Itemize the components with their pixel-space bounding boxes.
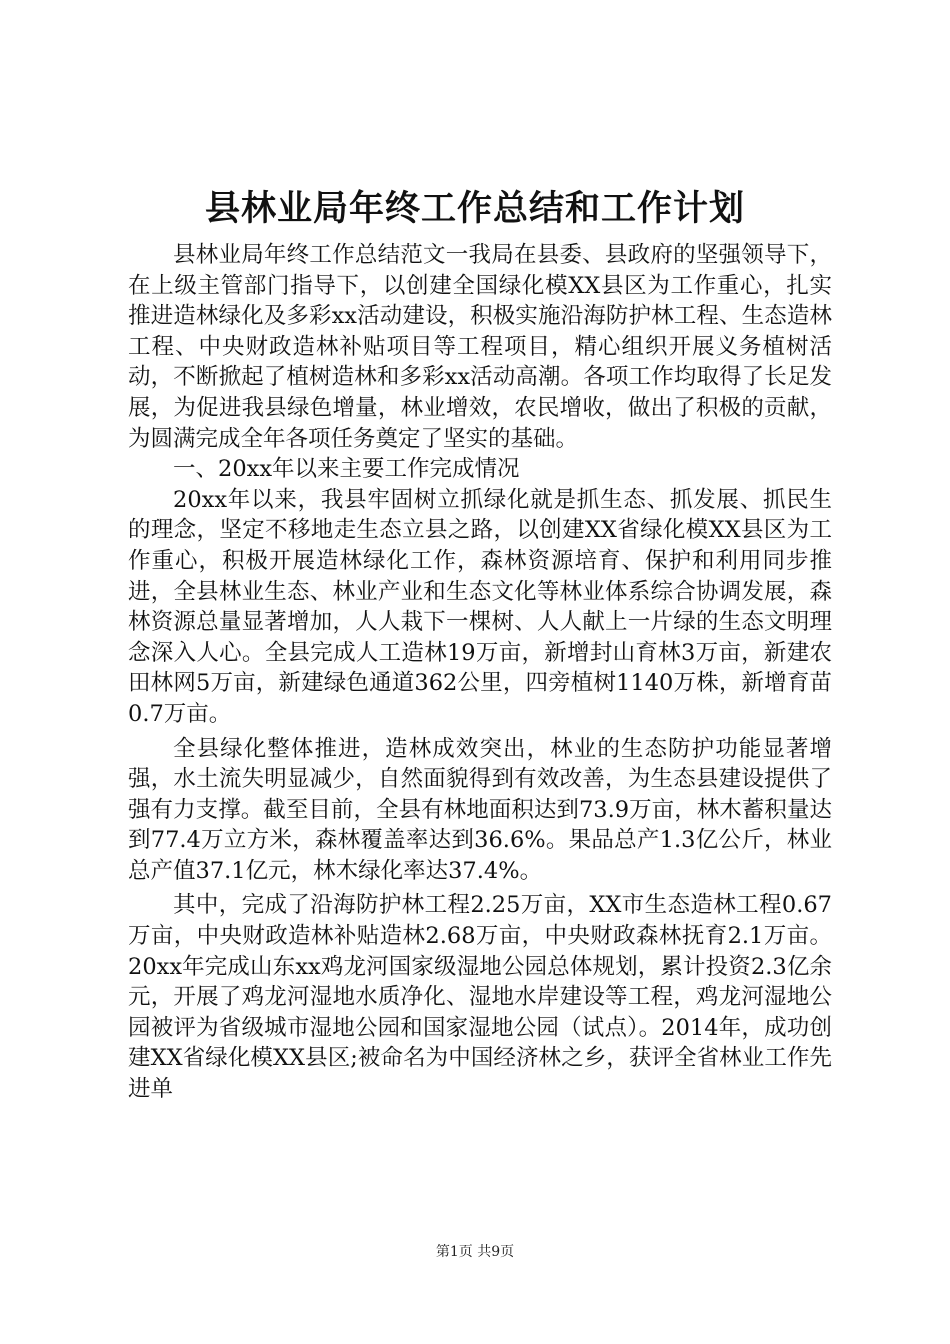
paragraph-greening: 全县绿化整体推进，造林成效突出，林业的生态防护功能显著增强，水土流失明显减少，自然面貌得到有效改善，为生态县建设提供了强有力支撑。截至目前，全县有林地面积达到73.9万亩，林木蓄积量达到77.4万立方米，森林覆盖率达到36.6%。果品总产1.3亿公斤，林业总产值37.1亿元，林木绿化率达37.4%。	[128, 735, 832, 884]
document-title: 县林业局年终工作总结和工作计划	[204, 188, 745, 229]
section-heading-1: 一、20xx年以来主要工作完成情况	[173, 456, 520, 483]
document-body	[128, 240, 832, 1105]
page-footer: 第1页 共9页	[435, 1244, 515, 1260]
paragraph-intro: 县林业局年终工作总结范文一我局在县委、县政府的坚强领导下，在上级主管部门指导下，以创建全国绿化模XX县区为工作重心，扎实推进造林绿化及多彩xx活动建设，积极实施沿海防护林工程、生态造林工程、中央财政造林补贴项目等工程项目，精心组织开展义务植树活动，不断掀起了植树造林和多彩xx活动高潮。各项工作均取得了长足发展，为促进我县绿色增量，林业增效，农民增收，做出了积极的贡献，为圆满完成全年各项任务奠定了坚实的基础。	[128, 242, 832, 452]
paragraph-projects: 其中，完成了沿海防护林工程2.25万亩，XX市生态造林工程0.67万亩，中央财政造林补贴造林2.68万亩，中央财政森林抚育2.1万亩。20xx年完成山东xx鸡龙河国家级湿地公园总体规划，累计投资2.3亿余元，开展了鸡龙河湿地水质净化、湿地水岸建设等工程，鸡龙河湿地公园被评为省级城市湿地公园和国家湿地公园（试点）。2014年，成功创建XX省绿化模XX县区;被命名为中国经济林之乡，获评全省林业工作先进单	[128, 892, 832, 1103]
paragraph-achievements: 20xx年以来，我县牢固树立抓绿化就是抓生态、抓发展、抓民生的理念，坚定不移地走生态立县之路，以创建XX省绿化模XX县区为工作重心，积极开展造林绿化工作，森林资源培育、保护和利用同步推进，全县林业生态、林业产业和生态文化等林业体系综合协调发展，森林资源总量显著增加，人人栽下一棵树、人人献上一片绿的生态文明理念深入人心。全县完成人工造林19万亩，新增封山育林3万亩，新建农田林网5万亩，新建绿色通道362公里，四旁植树1140万株，新增育苗0.7万亩。	[128, 486, 832, 727]
